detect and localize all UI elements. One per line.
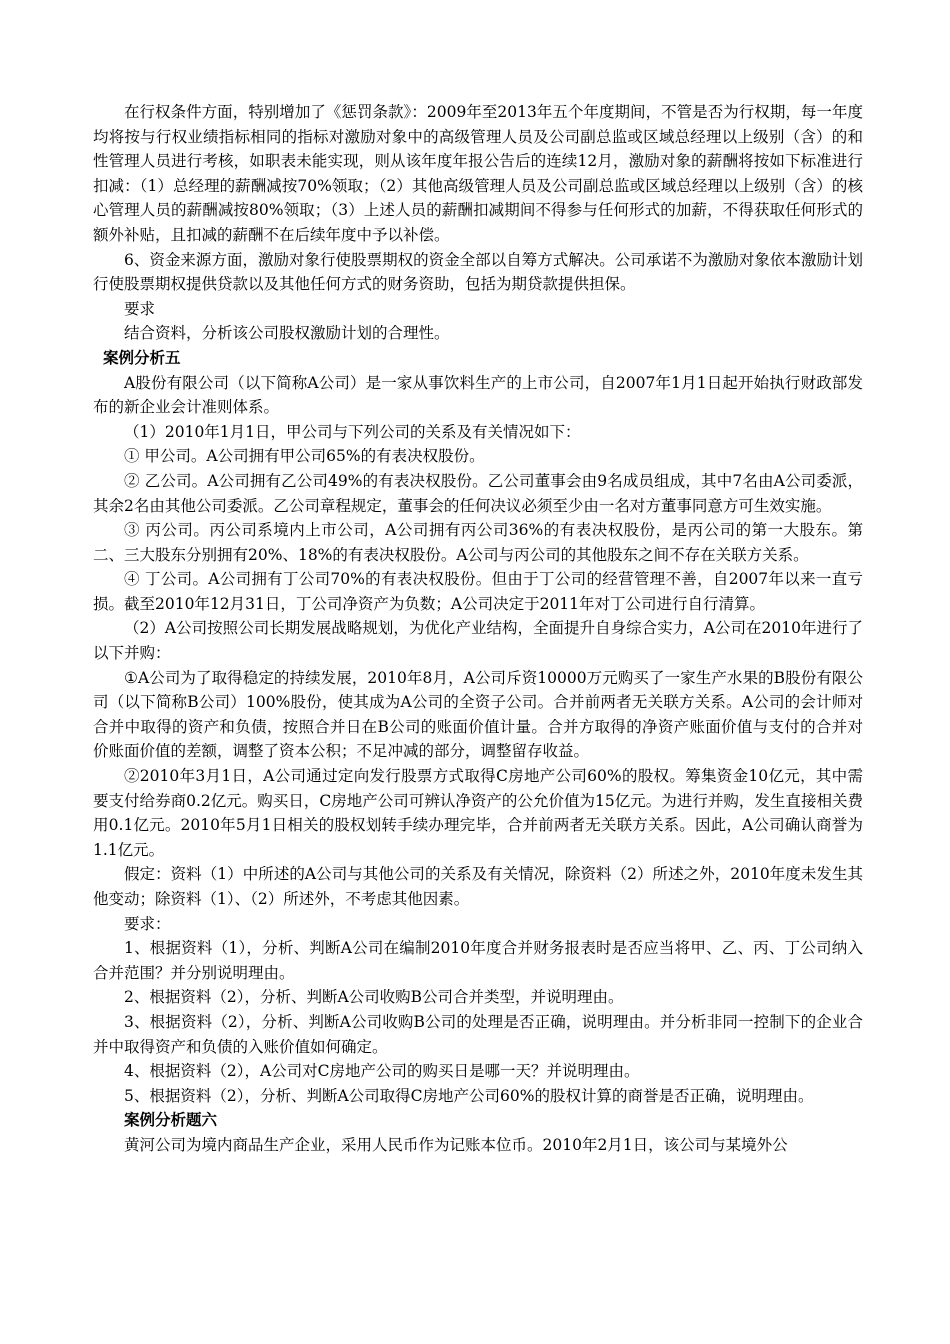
paragraph: 假定：资料（1）中所述的A公司与其他公司的关系及有关情况，除资料（2）所述之外，2010年度未发生其他变动；除资料（1）、（2）所述外，不考虑其他因素。 — [93, 865, 863, 908]
paragraph: 2、根据资料（2），分析、判断A公司收购B公司合并类型，并说明理由。 — [124, 988, 624, 1007]
paragraph: 要求： — [124, 914, 171, 933]
section-heading: 案例分析题六 — [124, 1110, 218, 1130]
paragraph: 4、根据资料（2），A公司对C房地产公司的购买日是哪一天？并说明理由。 — [124, 1062, 640, 1081]
section-heading: 案例分析五 — [103, 347, 181, 367]
paragraph: ②2010年3月1日，A公司通过定向发行股票方式取得C房地产公司60%的股权。筹集资金10亿元，其中需要支付给券商0.2亿元。购买日，C房地产公司可辨认净资产的公允价值为15亿元。为进行并购，发生直接相关费用0.1亿元。2010年5月1日相关的股权划转手续办理完毕，合并前两者无关联方关系。因此，A公司确认商誉为1.1亿元。 — [93, 767, 863, 859]
document-page — [93, 100, 863, 1158]
paragraph: A股份有限公司（以下简称A公司）是一家从事饮料生产的上市公司，自2007年1月1日起开始执行财政部发布的新企业会计准则体系。 — [93, 373, 863, 417]
paragraph: 黄河公司为境内商品生产企业，采用人民币作为记账本位币。2010年2月1日，该公司与某境外公 — [124, 1135, 788, 1154]
paragraph: 结合资料，分析该公司股权激励计划的合理性。 — [124, 324, 450, 343]
paragraph: 要求 — [124, 299, 156, 318]
paragraph: ② 乙公司。A公司拥有乙公司49%的有表决权股份。乙公司董事会由9名成员组成，其中7名由A公司委派，其余2名由其他公司委派。乙公司章程规定，董事会的任何决议必须至少由一名对方董事同意方可生效实施。 — [93, 471, 863, 515]
paragraph: 1、根据资料（1），分析、判断A公司在编制2010年度合并财务报表时是否应当将甲、乙、丙、丁公司纳入合并范围？并分别说明理由。 — [93, 939, 863, 982]
paragraph: ① 甲公司。A公司拥有甲公司65%的有表决权股份。 — [124, 447, 485, 466]
paragraph: ①A公司为了取得稳定的持续发展，2010年8月，A公司斥资10000万元购买了一家生产水果的B股份有限公司（以下简称B公司）100%股份，使其成为A公司的全资子公司。合并前两者无关联方关系。A公司的会计师对合并中取得的资产和负债，按照合并日在B公司的账面价值计量。合并方取得的净资产账面价值与支付的合并对价账面价值的差额，调整了资本公积；不足冲减的部分，调整留存收益。 — [93, 668, 863, 761]
paragraph: ③ 丙公司。丙公司系境内上市公司，A公司拥有丙公司36%的有表决权股份，是丙公司的第一大股东。第二、三大股东分别拥有20%、18%的有表决权股份。A公司与丙公司的其他股东之间不存在关联方关系。 — [93, 521, 863, 564]
paragraph: 3、根据资料（2），分析、判断A公司收购B公司的处理是否正确，说明理由。并分析非同一控制下的企业合并中取得资产和负债的入账价值如何确定。 — [93, 1012, 863, 1056]
paragraph: （2）A公司按照公司长期发展战略规划，为优化产业结构，全面提升自身综合实力，A公司在2010年进行了以下并购： — [93, 619, 863, 663]
paragraph: ④ 丁公司。A公司拥有丁公司70%的有表决权股份。但由于丁公司的经营管理不善，自2007年以来一直亏损。截至2010年12月31日，丁公司净资产为负数；A公司决定于2011年对丁公司进行自行清算。 — [93, 570, 863, 613]
paragraph: （1）2010年1月1日，甲公司与下列公司的关系及有关情况如下： — [124, 422, 581, 441]
paragraph: 5、根据资料（2），分析、判断A公司取得C房地产公司60%的股权计算的商誉是否正确，说明理由。 — [124, 1086, 814, 1105]
paragraph: 6、资金来源方面，激励对象行使股票期权的资金全部以自筹方式解决。公司承诺不为激励对象依本激励计划行使股票期权提供贷款以及其他任何方式的财务资助，包括为期贷款提供担保。 — [93, 250, 863, 294]
paragraph: 在行权条件方面，特别增加了《惩罚条款》：2009年至2013年五个年度期间，不管是否为行权期，每一年度均将按与行权业绩指标相同的指标对激励对象中的高级管理人员及公司副总监或区域总经理以上级别（含）的和性管理人员进行考核，如职表未能实现，则从该年度年报公告后的连续12月，激励对象的薪酬将按如下标准进行扣减：（1）总经理的薪酬减按70%领取；（2）其他高级管理人员及公司副总监或区域总经理以上级别（含）的核心管理人员的薪酬减按80%领取；（3）上述人员的薪酬扣减期间不得参与任何形式的加薪，不得获取任何形式的额外补贴，且扣减的薪酬不在后续年度中予以补偿。 — [93, 103, 863, 244]
